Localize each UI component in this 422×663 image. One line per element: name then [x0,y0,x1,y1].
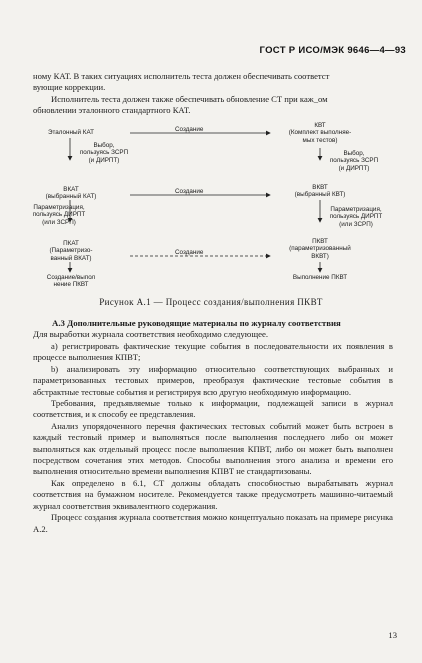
body-item-a: а) регистрировать фактические текущие события в последовательности их появления в процессе выполнения КПВТ; [33,341,393,363]
node-pkvt-desc-1: (параметризованный [289,245,351,253]
create-label-1: Создание [175,126,204,133]
node-create-line-1: Создание/выпол [46,274,96,281]
node-pkvt-desc-2: ВКВТ) [311,252,329,260]
node-kvt [278,122,362,144]
node-vkvt-desc: (выбранный КВТ) [294,191,346,199]
create-label-2: Создание [175,188,204,195]
right-select-line-2: пользуясь ЗСРП [329,157,379,165]
node-reference-kat: Эталонный КАТ [47,129,95,136]
node-kvt-desc-2: мых тестов) [302,136,338,144]
node-vkat-desc: (выбранный КАТ) [45,193,97,201]
node-pkvt [278,238,362,260]
node-vkat [36,186,106,201]
node-pkat-title: ПКАТ [63,240,79,247]
right-select-line-3: (и ДИРПТ) [338,164,370,172]
body-paragraph-requirements: Требования, предъявляемые только к информации, подлежащей записи в журнал соответствия, и к способу ее представления. [33,398,393,420]
node-pkvt-title: ПКВТ [312,238,328,245]
left-select-line-3: (и ДИРПТ) [88,156,120,164]
body-paragraph-definition: Как определено в 6.1, СТ должны обладать способностью вырабатывать журнал соответствия на бумажном носителе. Рекомендуется также предусмотреть машинно-читаемый журнал соответствия эквивалентного содержания. [33,477,393,511]
node-pkat-desc-2: ванный ВКАТ) [50,254,92,262]
node-kvt-title: КВТ [314,122,326,129]
node-pkat-desc-1: (Параметризо- [49,247,93,255]
left-param-line-1: Параметризация, [33,204,85,211]
left-select-line-2: пользуясь ЗСРП [79,149,129,157]
body-text [33,341,393,535]
intro-line-4: обновлении эталонного стандартного КАТ. [33,105,191,116]
left-select-label [74,142,134,164]
body-paragraph-process: Процесс создания журнала соответствия можно концептуально показать на примере рисунка А.2. [33,512,393,534]
standard-header: ГОСТ Р ИСО/МЭК 9646—4—93 [259,45,406,56]
node-vkvt [280,184,360,199]
section-title [33,318,402,340]
create-label-3: Создание [175,249,204,256]
intro-line-3: Исполнитель теста должен также обеспечивать обновление СТ при каж_ом [51,93,328,104]
body-paragraph-analysis: Анализ упорядоченного перечня фактических тестовых событий может быть встроен в каждый тестовый пример и выполняться после выполнения последнего либо он может выполняться как отдельный процесс после выполнения КПВТ, либо он может быть выполнен посредством сочетания этих методов. Способы выполнения этого анализа и времени его выполнения относительно времени выполнения КПВТ не стандартизованы. [33,420,393,477]
section-lead: Для выработки журнала соответствия необходимо следующее. [33,329,269,339]
right-select-line-1: Выбор, [343,150,365,157]
left-select-line-1: Выбор, [93,142,115,149]
right-select-label [324,150,384,172]
right-param-line-3: (или ЗСРП) [339,220,373,228]
node-kvt-desc-1: (Комплект выполняе- [288,129,352,137]
page-number: 13 [388,630,397,640]
left-param-label [28,204,90,226]
section-heading: А.3 Дополнительные руководящие материалы по журналу соответствия [52,318,341,328]
left-param-line-2: пользуясь ДИРПТ [32,211,86,219]
node-create-execute [36,274,106,289]
node-execute-pkvt: Выполнение ПКВТ [292,274,348,281]
right-param-line-2: пользуясь ДИРПТ [329,213,383,221]
right-param-label [324,206,388,228]
left-param-line-3: (или ЗСРП) [42,218,76,226]
node-vkvt-title: ВКВТ [312,184,328,191]
node-vkat-title: ВКАТ [63,186,79,193]
node-pkat [36,240,106,262]
figure-caption: Рисунок А.1 — Процесс создания/выполнения ПКВТ [99,297,323,307]
right-param-line-1: Параметризация, [330,206,382,213]
node-create-line-2: нение ПКВТ [53,281,89,289]
body-item-b: b) анализировать эту информацию относительно соответствующих выбранных и параметризованных тестовых примеров, преобразуя фактические тестовые события в абстрактные тестовые события и регистрируя всю другую необходимую информацию. [33,363,393,397]
intro-line-1: ному КАТ. В таких ситуациях исполнитель теста должен обеспечивать соответст [33,71,330,81]
intro-line-2: вующие коррекции. [33,82,106,93]
